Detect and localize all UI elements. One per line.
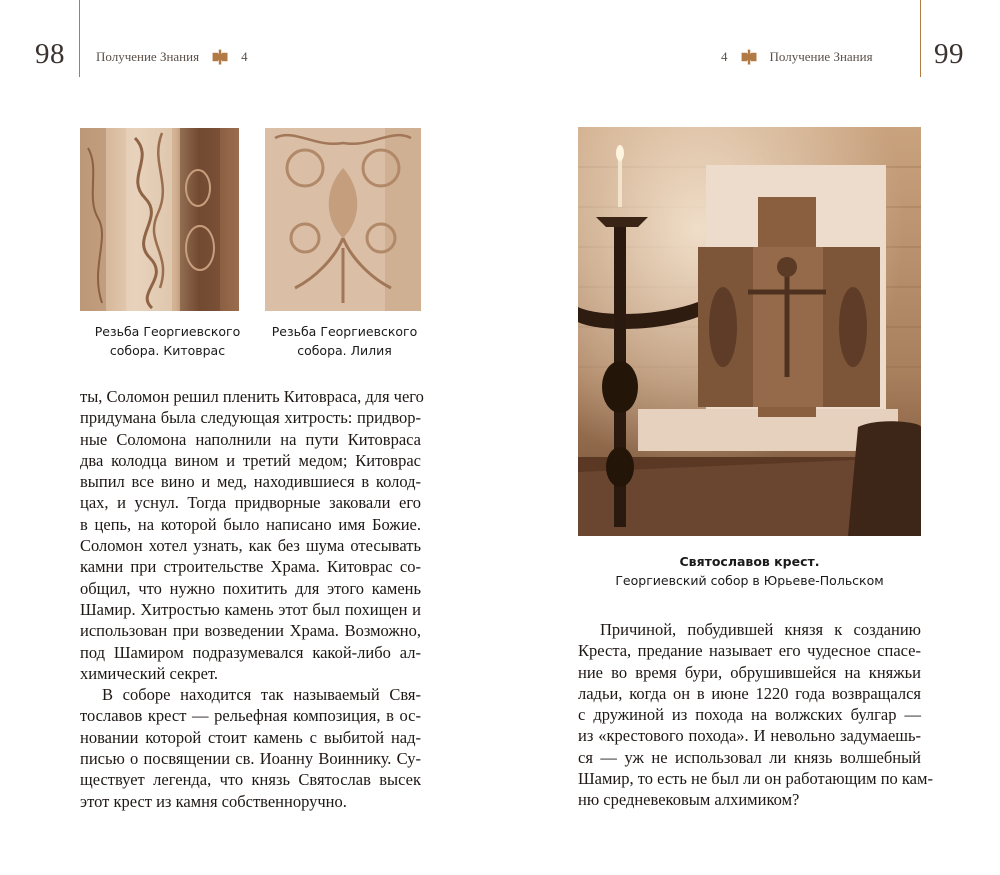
text-line: ществует легенда, что князь Святослав высек bbox=[80, 770, 421, 790]
text-line: придумана была следующая хитрость: придвор- bbox=[80, 408, 421, 428]
text-line: Шамир. Хитростью камень этот был похищен и bbox=[80, 599, 421, 619]
text-line: тославов крест — рельефная композиция, в ос- bbox=[80, 706, 421, 726]
left-running-title: Получение Знания bbox=[96, 49, 200, 64]
left-header-rule bbox=[79, 0, 80, 77]
text-line: ся — уж не использовал ли князь волшебный bbox=[578, 747, 921, 767]
text-line: из «крестового похода». И невольно задумаешь- bbox=[578, 726, 921, 746]
right-page-number: 99 bbox=[934, 38, 964, 70]
text-line: ладьи, когда он в июне 1220 года возвращался bbox=[578, 683, 921, 703]
text-line: в цепь, на которой было написано имя Божие. bbox=[80, 514, 421, 534]
text-line: этот крест из камня собственноручно. bbox=[80, 791, 347, 811]
caption-lily bbox=[257, 322, 432, 360]
text-line: ты, Соломон решил пленить Китовраса, для чего bbox=[80, 387, 424, 406]
right-chapter-number: 4 bbox=[721, 49, 728, 64]
text-line: общил, что нужно похитить для этого камень bbox=[80, 578, 421, 598]
left-page-number: 98 bbox=[35, 38, 65, 70]
cross-ornament-icon bbox=[740, 48, 758, 66]
right-page bbox=[500, 0, 1000, 875]
caption-svyatoslav-sub: Георгиевский собор в Юрьеве-Польском bbox=[615, 573, 884, 588]
right-running-title: Получение Знания bbox=[769, 49, 873, 64]
caption-lily-line1: Резьба Георгиевского bbox=[271, 324, 418, 339]
text-line: химический секрет. bbox=[80, 663, 219, 683]
text-line: два колодца вином и третий медом; Китоврас bbox=[80, 450, 421, 470]
right-body-text bbox=[578, 619, 933, 811]
caption-kitovras bbox=[80, 322, 255, 360]
text-line: новании которой стоит камень с выбитой над- bbox=[80, 727, 421, 747]
caption-svyatoslav bbox=[578, 552, 921, 590]
text-line: Причиной, побудившей князя к созданию bbox=[600, 620, 921, 639]
text-line: под Шамиром подразумевался какой-либо ал- bbox=[80, 642, 421, 662]
photo-kitovras-carving bbox=[80, 128, 239, 311]
left-body-text bbox=[80, 386, 424, 812]
caption-lily-line2: собора. Лилия bbox=[297, 343, 392, 358]
caption-kitovras-line1: Резьба Георгиевского bbox=[94, 324, 241, 339]
text-line: писью о посвящении св. Иоанну Воиннику. Су- bbox=[80, 749, 421, 769]
right-header-rule bbox=[920, 0, 921, 77]
text-line: с дружиной из похода на волжских булгар — bbox=[578, 705, 921, 725]
text-line: выпил все вино и мед, находившиеся в колод- bbox=[80, 472, 421, 492]
text-line: ные Соломона наполнили на пути Китовраса bbox=[80, 429, 421, 449]
caption-svyatoslav-title: Святославов крест. bbox=[679, 554, 820, 569]
text-line: Шамир, то есть не был ли он работающим по кам- bbox=[578, 769, 933, 789]
right-running-header bbox=[721, 48, 873, 66]
text-line: В соборе находится так называемый Свя- bbox=[102, 685, 421, 705]
caption-kitovras-line2: собора. Китоврас bbox=[109, 343, 226, 358]
text-line: камни при строительстве Храма. Китоврас со- bbox=[80, 557, 421, 577]
left-chapter-number: 4 bbox=[241, 49, 248, 64]
text-line: Соломон хотел узнать, как без шума отесывать bbox=[80, 536, 421, 556]
text-line: использован при возведении Храма. Возможно, bbox=[80, 621, 421, 641]
text-line: цах, и уснул. Тогда придворные заковали его bbox=[80, 493, 421, 513]
text-line: ню средневековым алхимиком? bbox=[578, 790, 800, 810]
text-line: Креста, предание называет его чудесное спасе- bbox=[578, 641, 921, 661]
cross-ornament-icon bbox=[211, 48, 229, 66]
text-line: ние во время бури, обрушившейся на княжьи bbox=[578, 662, 921, 682]
photo-svyatoslav-cross bbox=[578, 127, 921, 536]
photo-lily-carving bbox=[265, 128, 421, 311]
left-running-header bbox=[96, 48, 248, 66]
